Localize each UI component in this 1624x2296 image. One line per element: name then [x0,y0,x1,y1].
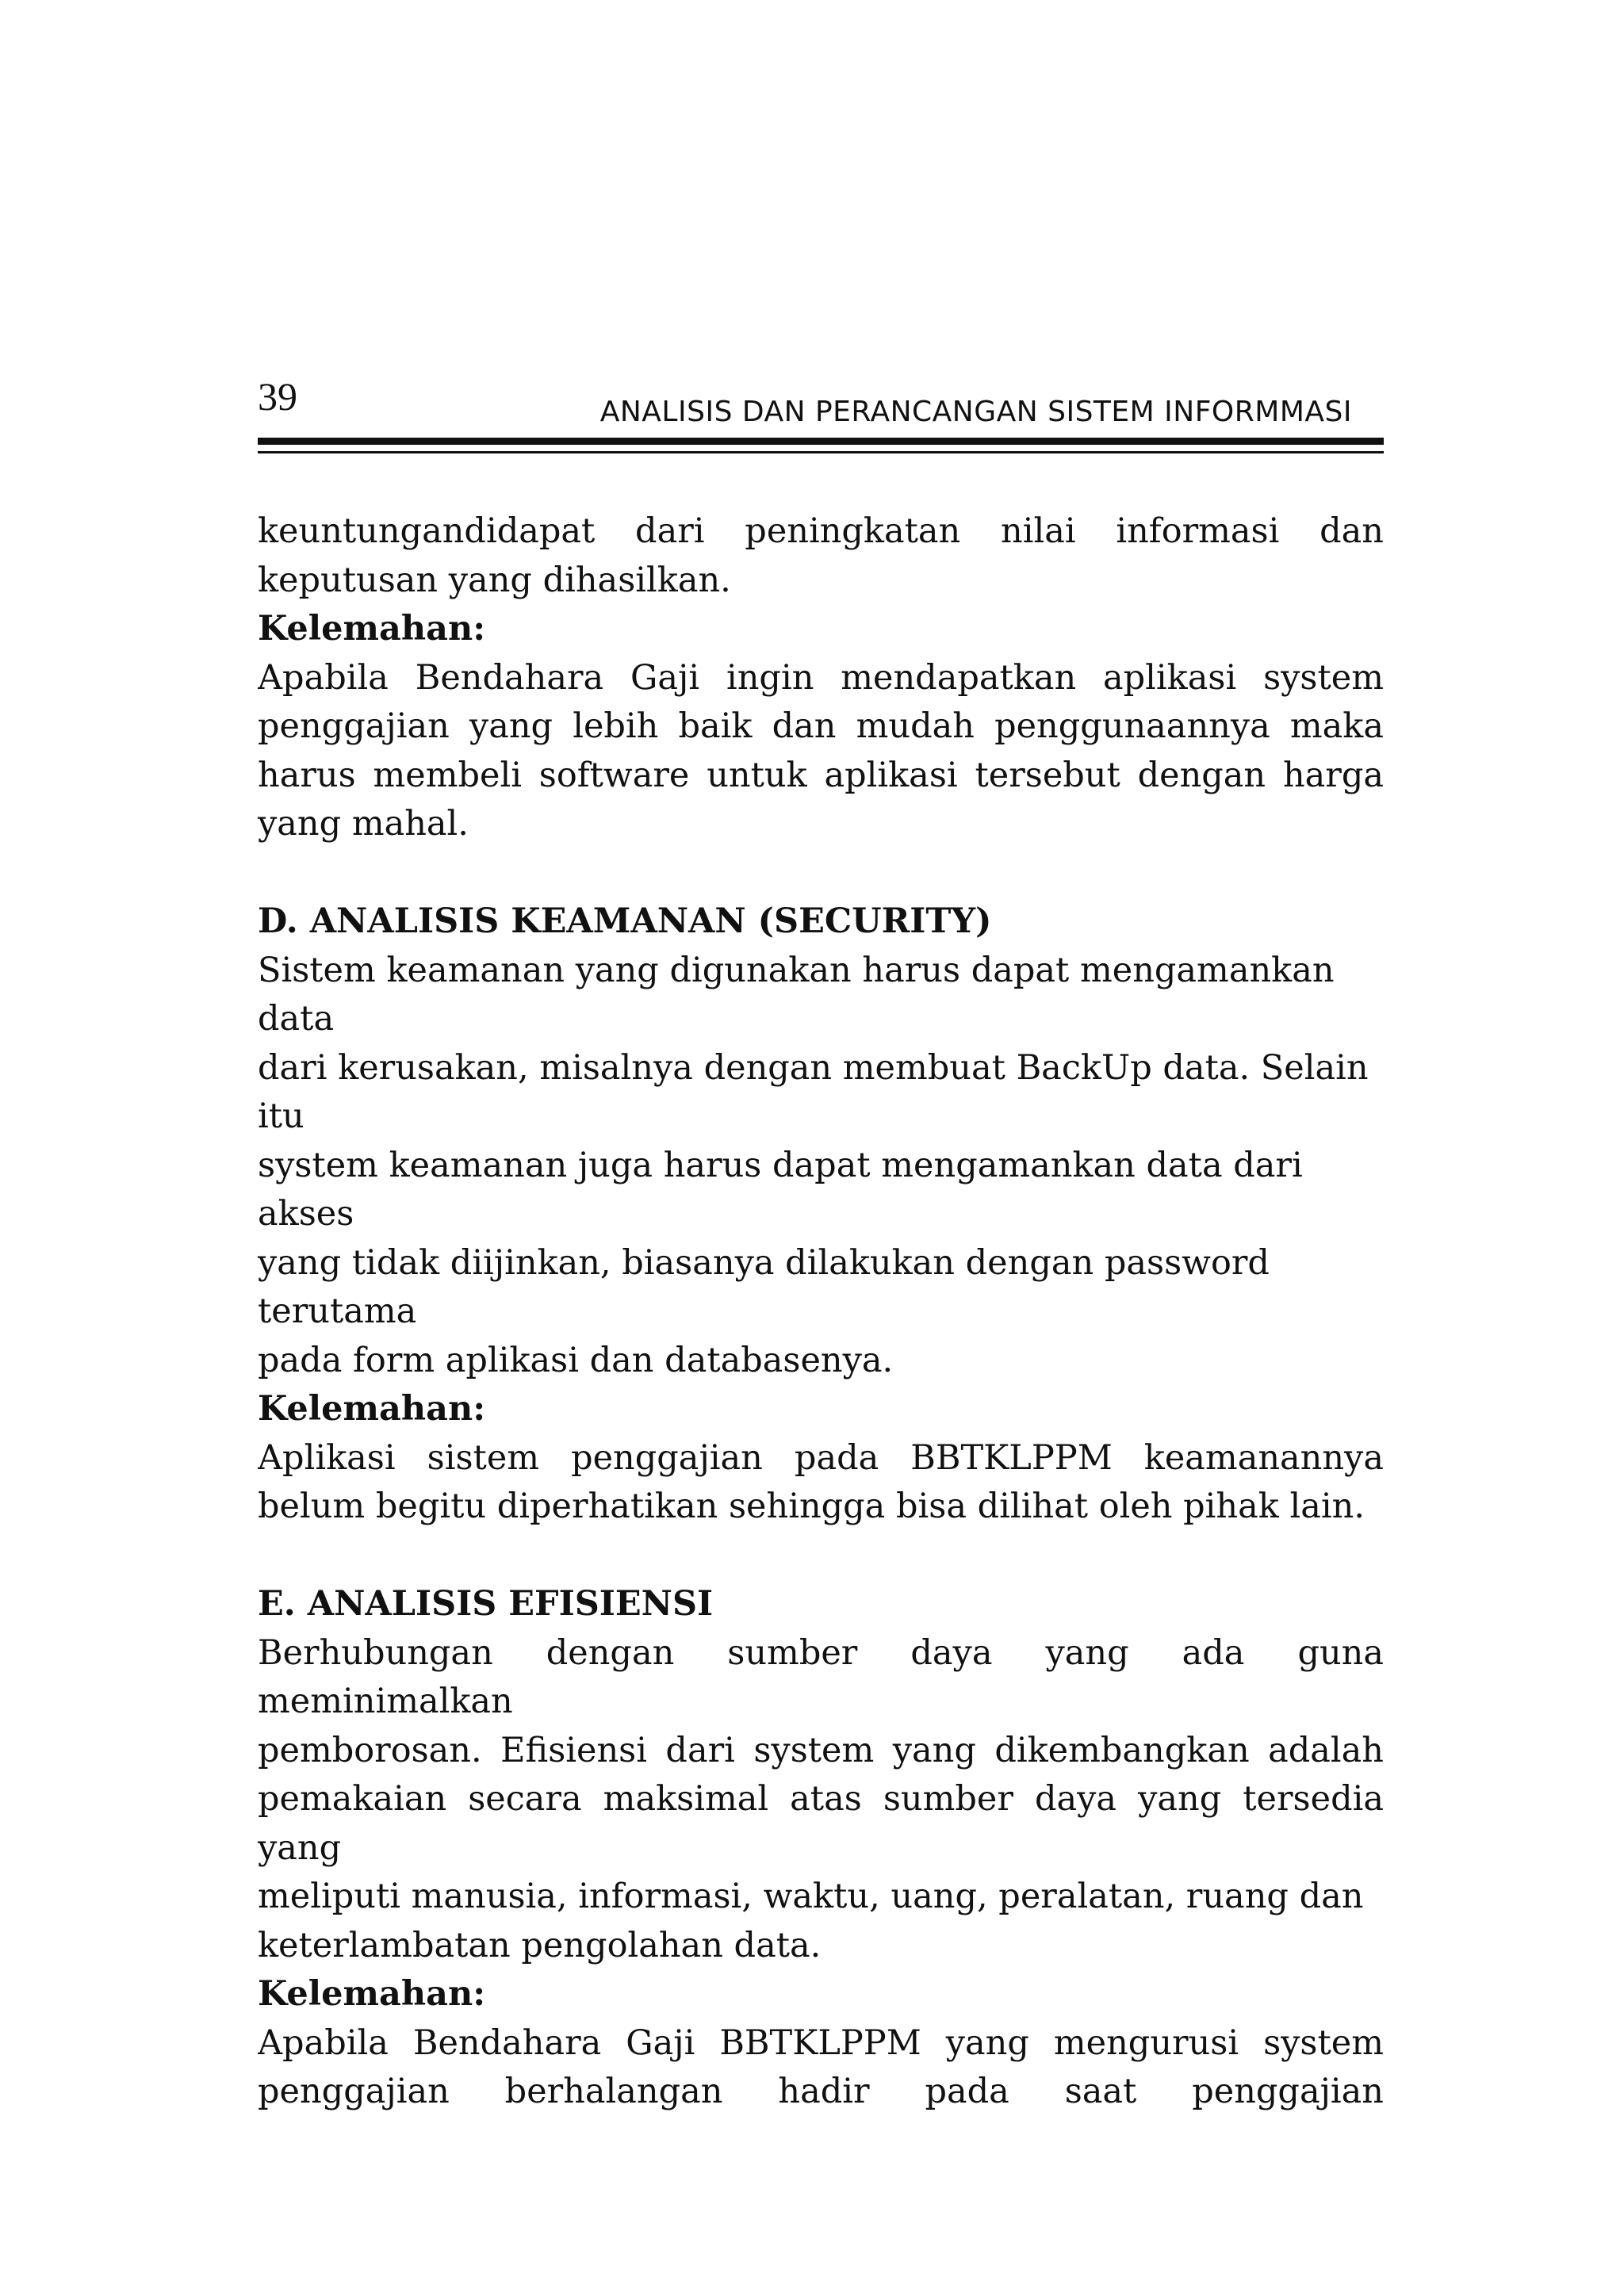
page-number: 39 [258,374,297,419]
text-line: keputusan yang dihasilkan. [258,560,731,600]
paragraph-gap [258,1532,1384,1581]
text-line: meminimalkan [258,1682,513,1721]
text-line: harus membeli software untuk aplikasi tersebut dengan harga [258,755,1384,795]
weakness-label: Kelemahan: [258,609,486,649]
text-line: pemakaian secara maksimal atas sumber daya yang tersedia [258,1779,1384,1819]
text-line: system keamanan juga harus dapat mengamankan data dari [258,1145,1303,1185]
text-line: Berhubungan dengan sumber daya yang ada guna [258,1632,1384,1673]
text-line: itu [258,1096,304,1136]
weakness-label: Kelemahan: [258,1389,486,1429]
header-rule-thin [258,451,1384,453]
paragraph-gap [258,849,1384,898]
text-line: Apabila Bendahara Gaji ingin mendapatkan aplikasi system [258,657,1384,698]
text-line: yang mahal. [258,804,469,844]
text-line: meliputi manusia, informasi, waktu, uang, peralatan, ruang dan [258,1877,1364,1916]
running-header [258,373,1384,436]
section-heading-d: D. ANALISIS KEAMANAN (SECURITY) [258,901,992,941]
text-line: dari kerusakan, misalnya dengan membuat BackUp data. Selain [258,1047,1369,1088]
text-line: Aplikasi sistem penggajian pada BBTKLPPM keamanannya [258,1437,1384,1478]
text-line: belum begitu diperhatikan sehingga bisa dilihat oleh pihak lain. [258,1487,1365,1526]
text-line: terutama [258,1292,417,1331]
header-rule-thick [258,438,1384,445]
text-line: pemborosan. Efisiensi dari system yang dikembangkan adalah [258,1730,1384,1770]
text-line: Apabila Bendahara Gaji BBTKLPPM yang mengurusi system [258,2022,1384,2063]
text-line: akses [258,1194,354,1234]
weakness-label: Kelemahan: [258,1974,486,2014]
text-line: penggajian berhalangan hadir pada saat penggajian [258,2072,1384,2111]
section-heading-e: E. ANALISIS EFISIENSI [258,1584,714,1624]
book-page [258,373,1384,2111]
text-line: pada form aplikasi dan databasenya. [258,1340,894,1380]
text-line: data [258,999,335,1039]
text-line: penggajian yang lebih baik dan mudah penggunaannya maka [258,706,1384,746]
text-line: yang tidak diijinkan, biasanya dilakukan dengan password [258,1242,1270,1283]
text-line: Sistem keamanan yang digunakan harus dapat mengamankan [258,950,1335,990]
body-text [258,507,1384,2117]
text-line: yang [258,1827,342,1868]
running-title: ANALISIS DAN PERANCANGAN SISTEM INFORMMASI [599,396,1352,428]
text-line: keterlambatan pengolahan data. [258,1925,822,1965]
text-line: keuntungandidapat dari peningkatan nilai informasi dan [258,511,1384,551]
